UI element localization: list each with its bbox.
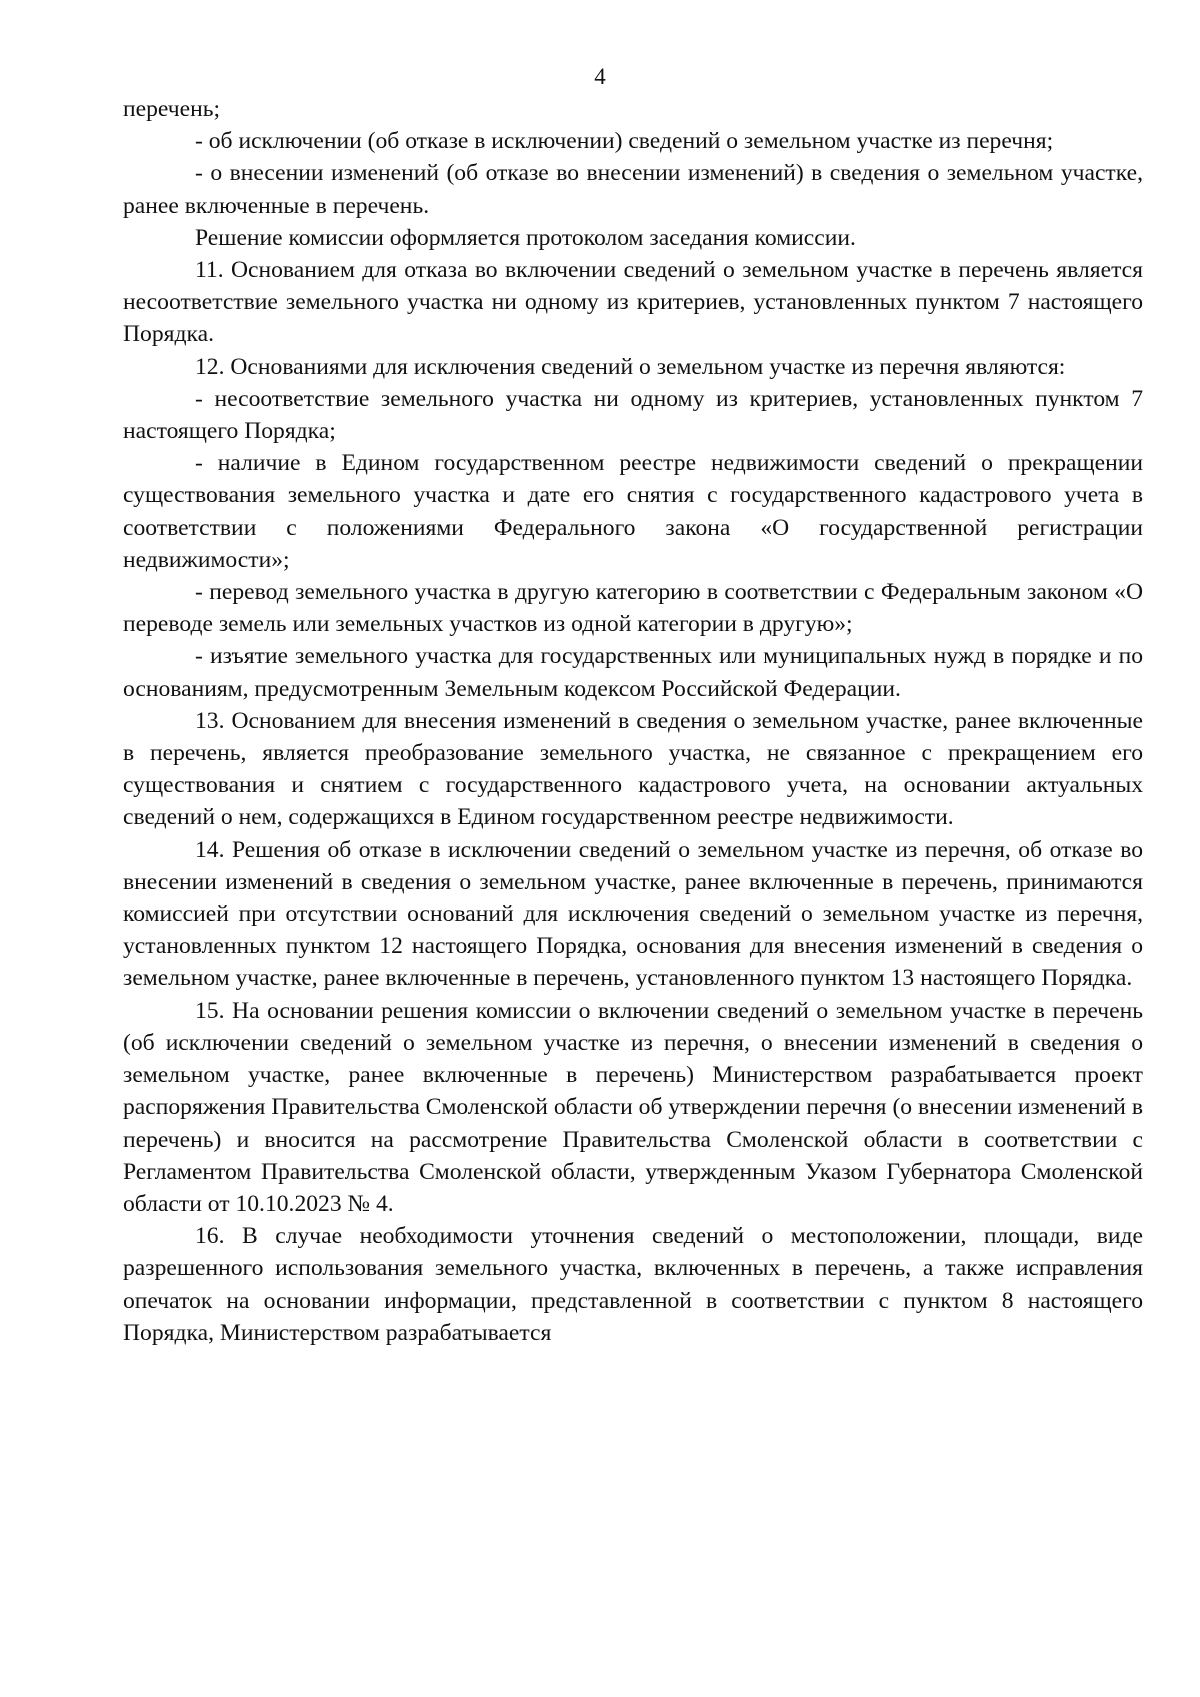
clause-12: 12. Основаниями для исключения сведений о земельном участке из перечня являются: <box>195 353 1066 380</box>
list-item-amendment: - о внесении изменений (об отказе во внесении изменений) в сведения о земельном участке, ранее включенные в перечень. <box>123 160 1143 219</box>
paragraph-continuation: перечень; <box>123 96 221 122</box>
paragraph-commission-decision: Решение комиссии оформляется протоколом заседания комиссии. <box>195 224 856 251</box>
clause-13: 13. Основанием для внесения изменений в сведения о земельном участке, ранее включенные в перечень, является преобразование земельного участка, не связанное с прекращением его существования и снятием с государственного кадастрового учета, на основании актуальных сведений о нем, содержащихся в Едином государственном реестре недвижимости. <box>123 707 1143 831</box>
clause-12-item-3: - перевод земельного участка в другую категорию в соответствии с Федеральным законом «О переводе земель или земельных участков из одной категории в другую»; <box>123 579 1143 638</box>
clause-14: 14. Решения об отказе в исключении сведений о земельном участке из перечня, об отказе во внесении изменений в сведения о земельном участке, ранее включенные в перечень, принимаются комиссией при отсутствии оснований для исключения сведений о земельном участке из перечня, установленных пунктом 12 настоящего Порядка, основания для внесения изменений в сведения о земельном участке, ранее включенные в перечень, установленного пунктом 13 настоящего Порядка. <box>123 836 1143 992</box>
page-number: 4 <box>594 64 606 89</box>
clause-12-item-2: - наличие в Едином государственном реестре недвижимости сведений о прекращении существования земельного участка и дате его снятия с государственного кадастрового учета в соответствии с положениями Федерального закона «О государственной регистрации недвижимости»; <box>123 450 1143 573</box>
clause-15: 15. На основании решения комиссии о включении сведений о земельном участке в перечень (об исключении сведений о земельном участке из перечня, о внесении изменений в сведения о земельном участке, ранее включенные в перечень) Министерством разрабатывается проект распоряжения Правительства Смоленской области об утверждении перечня (о внесении изменений в перечень) и вносится на рассмотрение Правительства Смоленской области в соответствии с Регламентом Правительства Смоленской области, утвержденным Указом Губернатора Смоленской области от 10.10.2023 № 4. <box>123 997 1143 1217</box>
clause-16: 16. В случае необходимости уточнения сведений о местоположении, площади, виде разрешенного использования земельного участка, включенных в перечень, а также исправления опечаток на основании информации, представленной в соответствии с пунктом 8 настоящего Порядка, Министерством разрабатывается <box>123 1223 1143 1346</box>
list-item-exclusion: - об исключении (об отказе в исключении) сведений о земельном участке из перечня; <box>195 128 1054 155</box>
clause-12-item-4: - изъятие земельного участка для государственных или муниципальных нужд в порядке и по основаниям, предусмотренным Земельным кодексом Российской Федерации. <box>123 643 1143 702</box>
clause-11: 11. Основанием для отказа во включении сведений о земельном участке в перечень является несоответствие земельного участка ни одному из критериев, установленных пунктом 7 настоящего Порядка. <box>123 257 1143 348</box>
clause-12-item-1: - несоответствие земельного участка ни одному из критериев, установленных пунктом 7 настоящего Порядка; <box>123 385 1143 445</box>
document-body <box>123 93 1143 1349</box>
